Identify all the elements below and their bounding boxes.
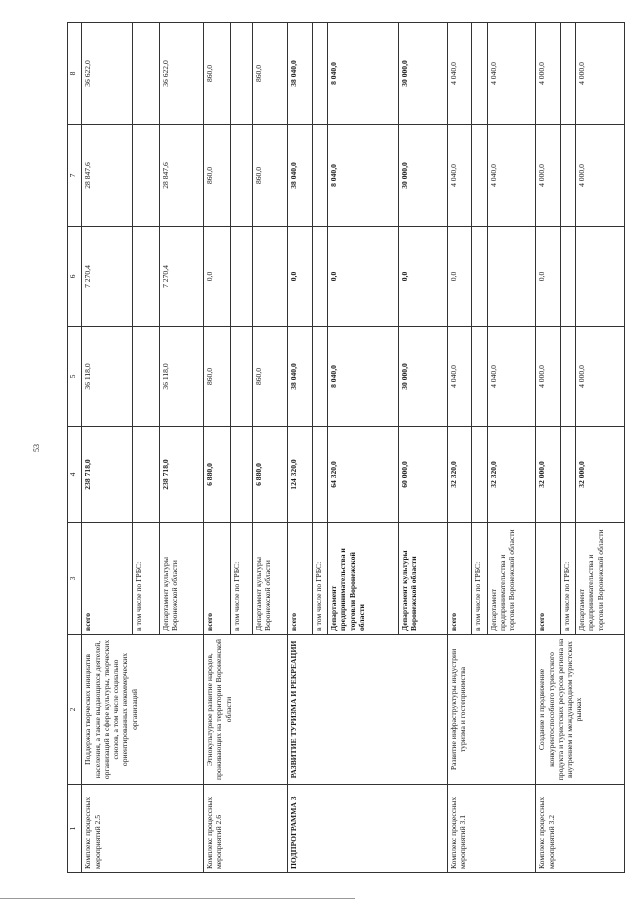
description-cell: Развитие инфраструктуры индустрии туризма и гостеприимства (447, 635, 536, 785)
value-cell: 36 118,0 (159, 327, 203, 427)
value-cell: 0,0 (399, 227, 448, 327)
source-cell: Департамент культуры Воронежской области (252, 523, 287, 635)
value-cell (133, 427, 160, 523)
value-cell: 4 040,0 (487, 327, 536, 427)
value-cell: 860,0 (252, 23, 287, 125)
value-cell: 8 040,0 (328, 327, 399, 427)
value-cell: 4 040,0 (447, 327, 471, 427)
value-cell: 860,0 (204, 23, 231, 125)
value-cell (133, 23, 160, 125)
value-cell: 4 000,0 (576, 125, 625, 227)
value-cell: 36 118,0 (82, 327, 133, 427)
value-cell: 0,0 (288, 227, 312, 327)
description-cell: Поддержка творческих инициатив населения, а также выдающихся деятелей, организаций в сфере культуры, творческих союзов, а том числе социально ориентированных некоммерческих организаций (82, 635, 204, 785)
value-cell (472, 125, 488, 227)
value-cell (133, 125, 160, 227)
value-cell: 4 040,0 (487, 23, 536, 125)
program-cell: Комплекс процессных мероприятий 3.2 (536, 785, 625, 873)
value-cell: 860,0 (204, 125, 231, 227)
source-cell: в том числе по ГРБС: (133, 523, 160, 635)
source-cell: всего (204, 523, 231, 635)
value-cell (252, 227, 287, 327)
value-cell (230, 23, 252, 125)
value-cell: 36 622,0 (159, 23, 203, 125)
value-cell (472, 227, 488, 327)
header-cell: 3 (68, 523, 82, 635)
source-cell: в том числе по ГРБС: (230, 523, 252, 635)
value-cell: 0,0 (204, 227, 231, 327)
description-cell: Создание и продвижение конкурентоспособного туристского продукта и туристских ресурсов региона на внутреннем и международном туристских рынках (536, 635, 625, 785)
table-row (204, 23, 231, 873)
value-cell: 28 847,6 (159, 125, 203, 227)
value-cell: 28 847,6 (82, 125, 133, 227)
table-row (82, 23, 133, 873)
value-cell (312, 227, 328, 327)
value-cell (312, 427, 328, 523)
source-cell: Департамент культуры Воронежской области (399, 523, 448, 635)
value-cell: 32 000,0 (536, 427, 560, 523)
rotated-table-container (67, 23, 625, 873)
value-cell: 8 040,0 (328, 125, 399, 227)
source-cell: Департамент культуры Воронежской области (159, 523, 203, 635)
value-cell (230, 427, 252, 523)
value-cell (312, 327, 328, 427)
value-cell (133, 327, 160, 427)
value-cell: 38 040,0 (288, 23, 312, 125)
value-cell: 36 622,0 (82, 23, 133, 125)
value-cell (487, 227, 536, 327)
source-cell: всего (288, 523, 312, 635)
value-cell (560, 227, 576, 327)
value-cell: 30 000,0 (399, 327, 448, 427)
program-cell: Комплекс процессных мероприятий 3.1 (447, 785, 536, 873)
value-cell: 0,0 (328, 227, 399, 327)
header-cell: 7 (68, 125, 82, 227)
value-cell: 32 320,0 (487, 427, 536, 523)
value-cell (560, 427, 576, 523)
source-cell: всего (82, 523, 133, 635)
value-cell: 6 880,0 (252, 427, 287, 523)
value-cell: 4 000,0 (536, 125, 560, 227)
value-cell (312, 125, 328, 227)
value-cell: 30 000,0 (399, 23, 448, 125)
value-cell (576, 227, 625, 327)
value-cell (472, 427, 488, 523)
value-cell: 4 000,0 (576, 23, 625, 125)
description-cell: Этнокультурное развитие народов, проживающих на территории Воронежской области (204, 635, 288, 785)
value-cell (230, 125, 252, 227)
value-cell: 0,0 (447, 227, 471, 327)
value-cell: 4 000,0 (576, 327, 625, 427)
value-cell: 238 718,0 (82, 427, 133, 523)
header-row (68, 23, 82, 873)
value-cell: 0,0 (536, 227, 560, 327)
source-cell: Департамент предпринимательства и торговли Воронежской области (576, 523, 625, 635)
value-cell: 64 320,0 (328, 427, 399, 523)
value-cell (133, 227, 160, 327)
value-cell: 38 040,0 (288, 327, 312, 427)
value-cell: 860,0 (252, 327, 287, 427)
header-cell: 1 (68, 785, 82, 873)
scan-edge-line (0, 898, 355, 899)
value-cell (472, 23, 488, 125)
budget-table (67, 22, 625, 873)
value-cell (312, 23, 328, 125)
header-cell: 5 (68, 327, 82, 427)
value-cell (472, 327, 488, 427)
source-cell: в том числе по ГРБС: (560, 523, 576, 635)
value-cell: 238 718,0 (159, 427, 203, 523)
value-cell: 32 320,0 (447, 427, 471, 523)
source-cell: всего (447, 523, 471, 635)
value-cell: 30 000,0 (399, 125, 448, 227)
page-number: 53 (32, 444, 41, 452)
header-cell: 6 (68, 227, 82, 327)
value-cell: 38 040,0 (288, 125, 312, 227)
source-cell: Департамент предпринимательства и торговли Воронежской области (487, 523, 536, 635)
program-cell: Комплекс процессных мероприятий 2.5 (82, 785, 204, 873)
table-row (447, 23, 471, 873)
value-cell: 8 040,0 (328, 23, 399, 125)
value-cell: 860,0 (204, 327, 231, 427)
source-cell: в том числе по ГРБС: (312, 523, 328, 635)
value-cell: 6 880,0 (204, 427, 231, 523)
value-cell (560, 23, 576, 125)
program-cell: Комплекс процессных мероприятий 2.6 (204, 785, 288, 873)
header-cell: 2 (68, 635, 82, 785)
value-cell: 7 270,4 (159, 227, 203, 327)
value-cell: 60 000,0 (399, 427, 448, 523)
value-cell: 4 040,0 (447, 23, 471, 125)
value-cell (230, 327, 252, 427)
value-cell: 32 000,0 (576, 427, 625, 523)
value-cell: 4 000,0 (536, 23, 560, 125)
table-row (288, 23, 312, 873)
value-cell: 4 000,0 (536, 327, 560, 427)
value-cell: 4 040,0 (487, 125, 536, 227)
source-cell: всего (536, 523, 560, 635)
value-cell: 124 320,0 (288, 427, 312, 523)
value-cell: 4 040,0 (447, 125, 471, 227)
program-cell: ПОДПРОГРАММА 3 (288, 785, 447, 873)
value-cell: 860,0 (252, 125, 287, 227)
header-cell: 8 (68, 23, 82, 125)
table-row (536, 23, 560, 873)
description-cell: РАЗВИТИЕ ТУРИЗМА И РЕКРЕАЦИИ (288, 635, 447, 785)
value-cell (560, 125, 576, 227)
source-cell: в том числе по ГРБС: (472, 523, 488, 635)
value-cell: 7 270,4 (82, 227, 133, 327)
value-cell (560, 327, 576, 427)
source-cell: Департамент предпринимательства и торговли Воронежской области (328, 523, 399, 635)
value-cell (230, 227, 252, 327)
header-cell: 4 (68, 427, 82, 523)
